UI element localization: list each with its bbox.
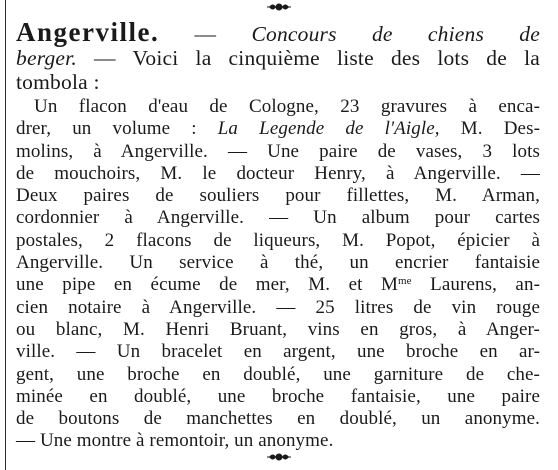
headline-rest-2: tombola :	[16, 70, 100, 94]
headline-rest-1: — Voici la cinquième liste des lots de la	[76, 46, 540, 70]
body-line	[16, 230, 540, 252]
body-text-run: ou blanc, M. Henri Bruant, vins en gros, à Anger-	[16, 318, 540, 340]
body-line	[16, 207, 540, 229]
fleuron-icon	[267, 450, 291, 464]
headline-line-2	[16, 46, 540, 70]
body-text-run: Angerville. Un service à thé, un encrier fantaisie	[16, 252, 540, 274]
body-line	[16, 96, 540, 118]
body-line	[16, 319, 540, 341]
superscript: me	[398, 275, 412, 288]
headline-italic-2: berger.	[16, 46, 77, 70]
body-line	[16, 252, 540, 274]
body-line	[16, 274, 540, 296]
headline	[16, 17, 540, 94]
body-text-run: une pipe en écume de mer, M. et M	[16, 274, 399, 296]
body-text-run: de boutons de manchettes en doublé, un anonyme.	[16, 408, 540, 430]
headline-dash: —	[159, 22, 252, 46]
body-text-run: — Une montre à remontoir, un anonyme.	[16, 430, 334, 452]
body-line	[16, 185, 540, 207]
body-text-run: , M. Des-	[434, 118, 540, 140]
body-text-run: drer, un volume :	[16, 118, 218, 140]
town-name: Angerville.	[16, 17, 160, 47]
body-text-run: de mouchoirs, M. le docteur Henry, à Angerville. —	[16, 162, 540, 184]
body-line	[16, 118, 540, 140]
fleuron-icon	[267, 0, 291, 14]
body-text-run: minée en doublé, une broche fantaisie, une paire	[16, 385, 540, 407]
headline-line-1	[16, 17, 540, 47]
bottom-ornament	[0, 450, 558, 468]
body-line	[16, 141, 540, 163]
body-line	[16, 341, 540, 363]
body-line	[16, 364, 540, 386]
body-line	[16, 297, 540, 319]
body-text-run: postales, 2 flacons de liqueurs, M. Popot, épicier à	[16, 229, 540, 251]
body-text-run: cordonnier à Angerville. — Un album pour cartes	[16, 207, 540, 229]
body-line	[16, 408, 540, 430]
top-ornament	[0, 0, 558, 18]
headline-italic: Concours de chiens de	[251, 22, 540, 46]
body-line	[16, 163, 540, 185]
headline-block	[16, 17, 540, 94]
headline-line-3	[16, 70, 540, 94]
body-text-run: gent, une broche en doublé, une garniture de che-	[16, 363, 540, 385]
body-line	[16, 386, 540, 408]
body-text-run: ville. — Un bracelet en argent, une broche en ar-	[16, 341, 540, 363]
body-text-run: Un flacon d'eau de Cologne, 23 gravures à enca-	[34, 96, 540, 117]
body-text-run: molins, à Angerville. — Une paire de vases, 3 lots	[16, 140, 540, 162]
body-text-run: Deux paires de souliers pour fillettes, M. Arman,	[16, 185, 540, 207]
article-body	[16, 96, 540, 453]
column-rule	[5, 0, 6, 470]
body-text-run: cien notaire à Angerville. — 25 litres de vin rouge	[16, 296, 540, 318]
body-text-run: Laurens, an-	[411, 274, 540, 296]
book-title: La Legende de l'Aigle	[217, 118, 435, 140]
